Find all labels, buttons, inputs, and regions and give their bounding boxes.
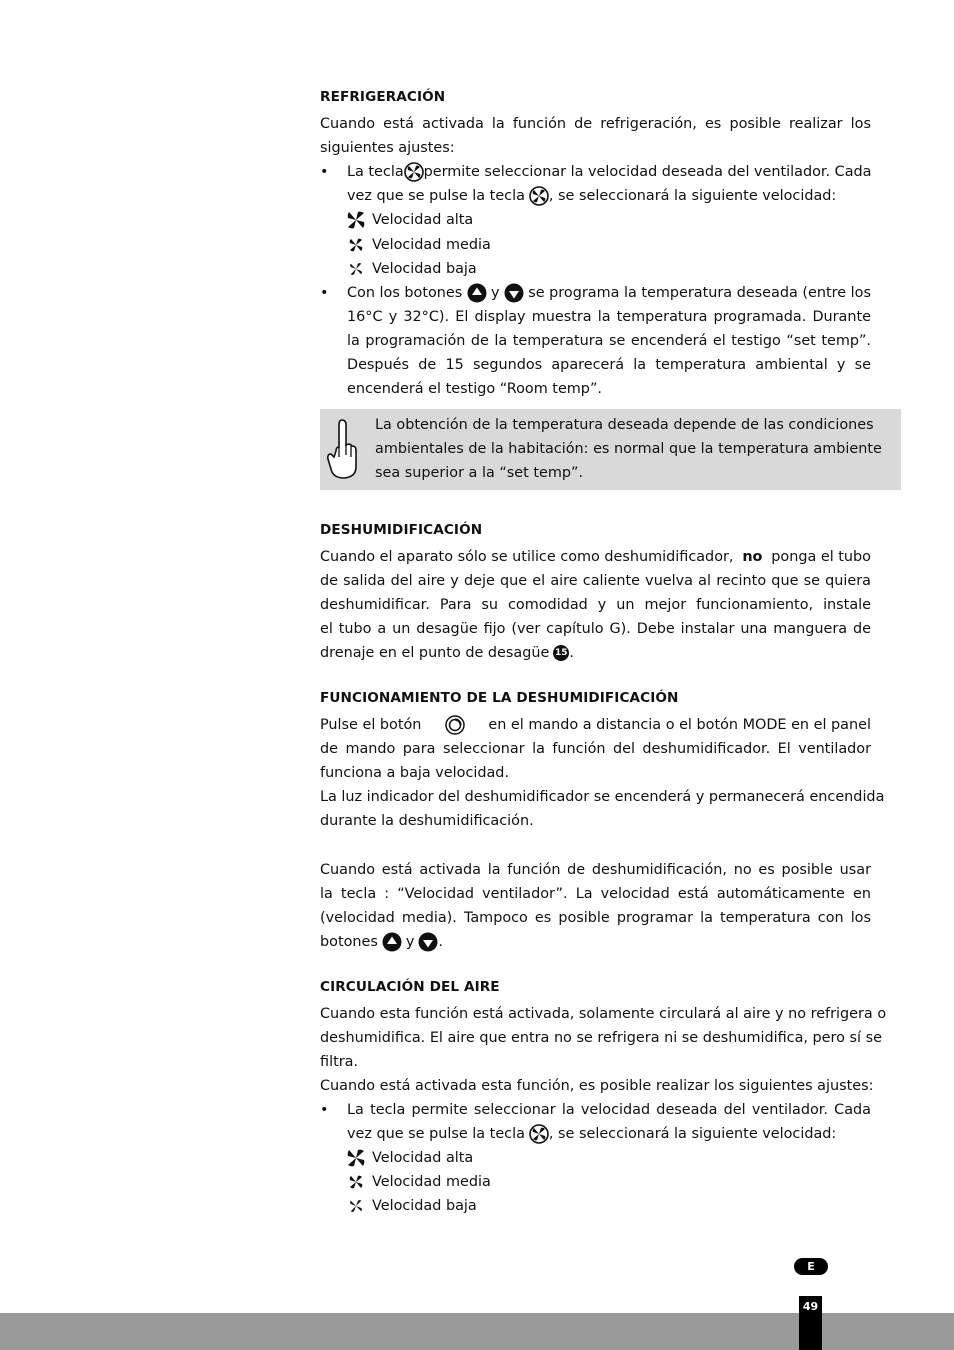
speed-item-medium: Velocidad media — [346, 1170, 491, 1194]
bullet-dot: • — [320, 285, 329, 301]
paragraph-line: Cuando esta función está activada, solamente circulará al aire y no refrigera o — [320, 1006, 887, 1022]
language-badge: E — [794, 1258, 828, 1275]
bullet-line: La tecla permite seleccionar la velocidad deseada del ventilador. Cada — [347, 164, 872, 180]
speed-item-medium: Velocidad media — [346, 233, 491, 257]
fan-low-icon — [346, 259, 366, 279]
paragraph-line: siguientes ajustes: — [320, 140, 455, 156]
paragraph-line: Cuando está activada esta función, es posible realizar los siguientes ajustes: — [320, 1078, 874, 1094]
arrow-up-button-icon — [467, 283, 487, 303]
paragraph-line: (velocidad media). Tampoco es posible programar la temperatura con los — [320, 910, 871, 926]
fan-high-icon — [346, 1148, 366, 1168]
paragraph-line: La luz indicador del deshumidificador se encenderá y permanecerá encendida — [320, 789, 885, 805]
section-title-circulacion: CIRCULACIÓN DEL AIRE — [320, 979, 500, 995]
note-text: La obtención de la temperatura deseada depende de las condiciones ambientales de la habitación: es normal que la temperatura ambiente sea superior a la “set temp”. — [375, 417, 882, 481]
bullet-dot: • — [320, 164, 329, 180]
arrow-down-button-icon — [418, 932, 438, 952]
paragraph-line: Cuando el aparato sólo se utilice como deshumidificador, no ponga el tubo — [320, 549, 871, 565]
paragraph-line: Pulse el botón en el mando a distancia o el botón MODE en el panel — [320, 717, 871, 733]
fan-high-icon — [346, 210, 366, 230]
bullet-line: 16°C y 32°C). El display muestra la temperatura programada. Durante — [347, 309, 871, 325]
paragraph-line: Cuando está activada la función de deshumidificación, no es posible usar — [320, 862, 871, 878]
page-number: 49 — [802, 1300, 819, 1313]
arrow-up-button-icon — [382, 932, 402, 952]
bullet-line: La tecla permite seleccionar la velocidad deseada del ventilador. Cada — [347, 1102, 871, 1118]
mode-button-icon — [445, 715, 465, 735]
bullet-line: vez que se pulse la tecla , se seleccionará la siguiente velocidad: — [347, 1126, 837, 1142]
speed-item-high: Velocidad alta — [346, 208, 473, 232]
page-number-tab — [799, 1296, 822, 1350]
bullet-line: la programación de la temperatura se encenderá el testigo “set temp”. — [347, 333, 871, 349]
paragraph-line: deshumidificar. Para su comodidad y un mejor funcionamiento, instale — [320, 597, 871, 613]
paragraph-line: Cuando está activada la función de refrigeración, es posible realizar los — [320, 116, 871, 132]
fan-button-icon — [529, 1124, 549, 1144]
fan-button-icon — [404, 162, 424, 182]
paragraph-line: funciona a baja velocidad. — [320, 765, 510, 781]
bullet-dot: • — [320, 1102, 329, 1118]
paragraph-line: deshumidifica. El aire que entra no se refrigera ni se deshumidifica, pero sí se — [320, 1030, 882, 1046]
speed-item-high: Velocidad alta — [346, 1146, 473, 1170]
paragraph-line: botones y . — [320, 934, 443, 950]
fan-button-icon — [529, 186, 549, 206]
pointing-hand-icon — [325, 417, 359, 481]
bullet-line: Después de 15 segundos aparecerá la temperatura ambiental y se — [347, 357, 871, 373]
fan-medium-icon — [346, 235, 366, 255]
fan-low-icon — [346, 1196, 366, 1216]
section-title-funcionamiento: FUNCIONAMIENTO DE LA DESHUMIDIFICACIÓN — [320, 690, 679, 706]
speed-item-low: Velocidad baja — [346, 1194, 477, 1218]
section-title-refrigeracion: REFRIGERACIÓN — [320, 89, 446, 105]
paragraph-line: filtra. — [320, 1054, 359, 1070]
section-title-deshumidificacion: DESHUMIDIFICACIÓN — [320, 522, 483, 538]
bullet-line: encenderá el testigo “Room temp”. — [347, 381, 602, 397]
paragraph-line: drenaje en el punto de desagüe 15 . — [320, 645, 574, 661]
paragraph-line: de mando para seleccionar la función del deshumidificador. El ventilador — [320, 741, 871, 757]
drain-point-ref-badge: 15 — [553, 645, 569, 661]
paragraph-line: el tubo a un desagüe fijo (ver capítulo G). Debe instalar una manguera de — [320, 621, 871, 637]
paragraph-line: la tecla : “Velocidad ventilador”. La velocidad está automáticamente en — [320, 886, 871, 902]
arrow-down-button-icon — [504, 283, 524, 303]
note-box — [320, 409, 901, 490]
speed-item-low: Velocidad baja — [346, 257, 477, 281]
fan-medium-icon — [346, 1172, 366, 1192]
paragraph-line: de salida del aire y deje que el aire caliente vuelva al recinto que se quiera — [320, 573, 871, 589]
paragraph-line: durante la deshumidificación. — [320, 813, 534, 829]
bullet-line: vez que se pulse la tecla , se seleccionará la siguiente velocidad: — [347, 188, 837, 204]
bullet-line: Con los botones y se programa la temperatura deseada (entre los — [347, 285, 871, 301]
